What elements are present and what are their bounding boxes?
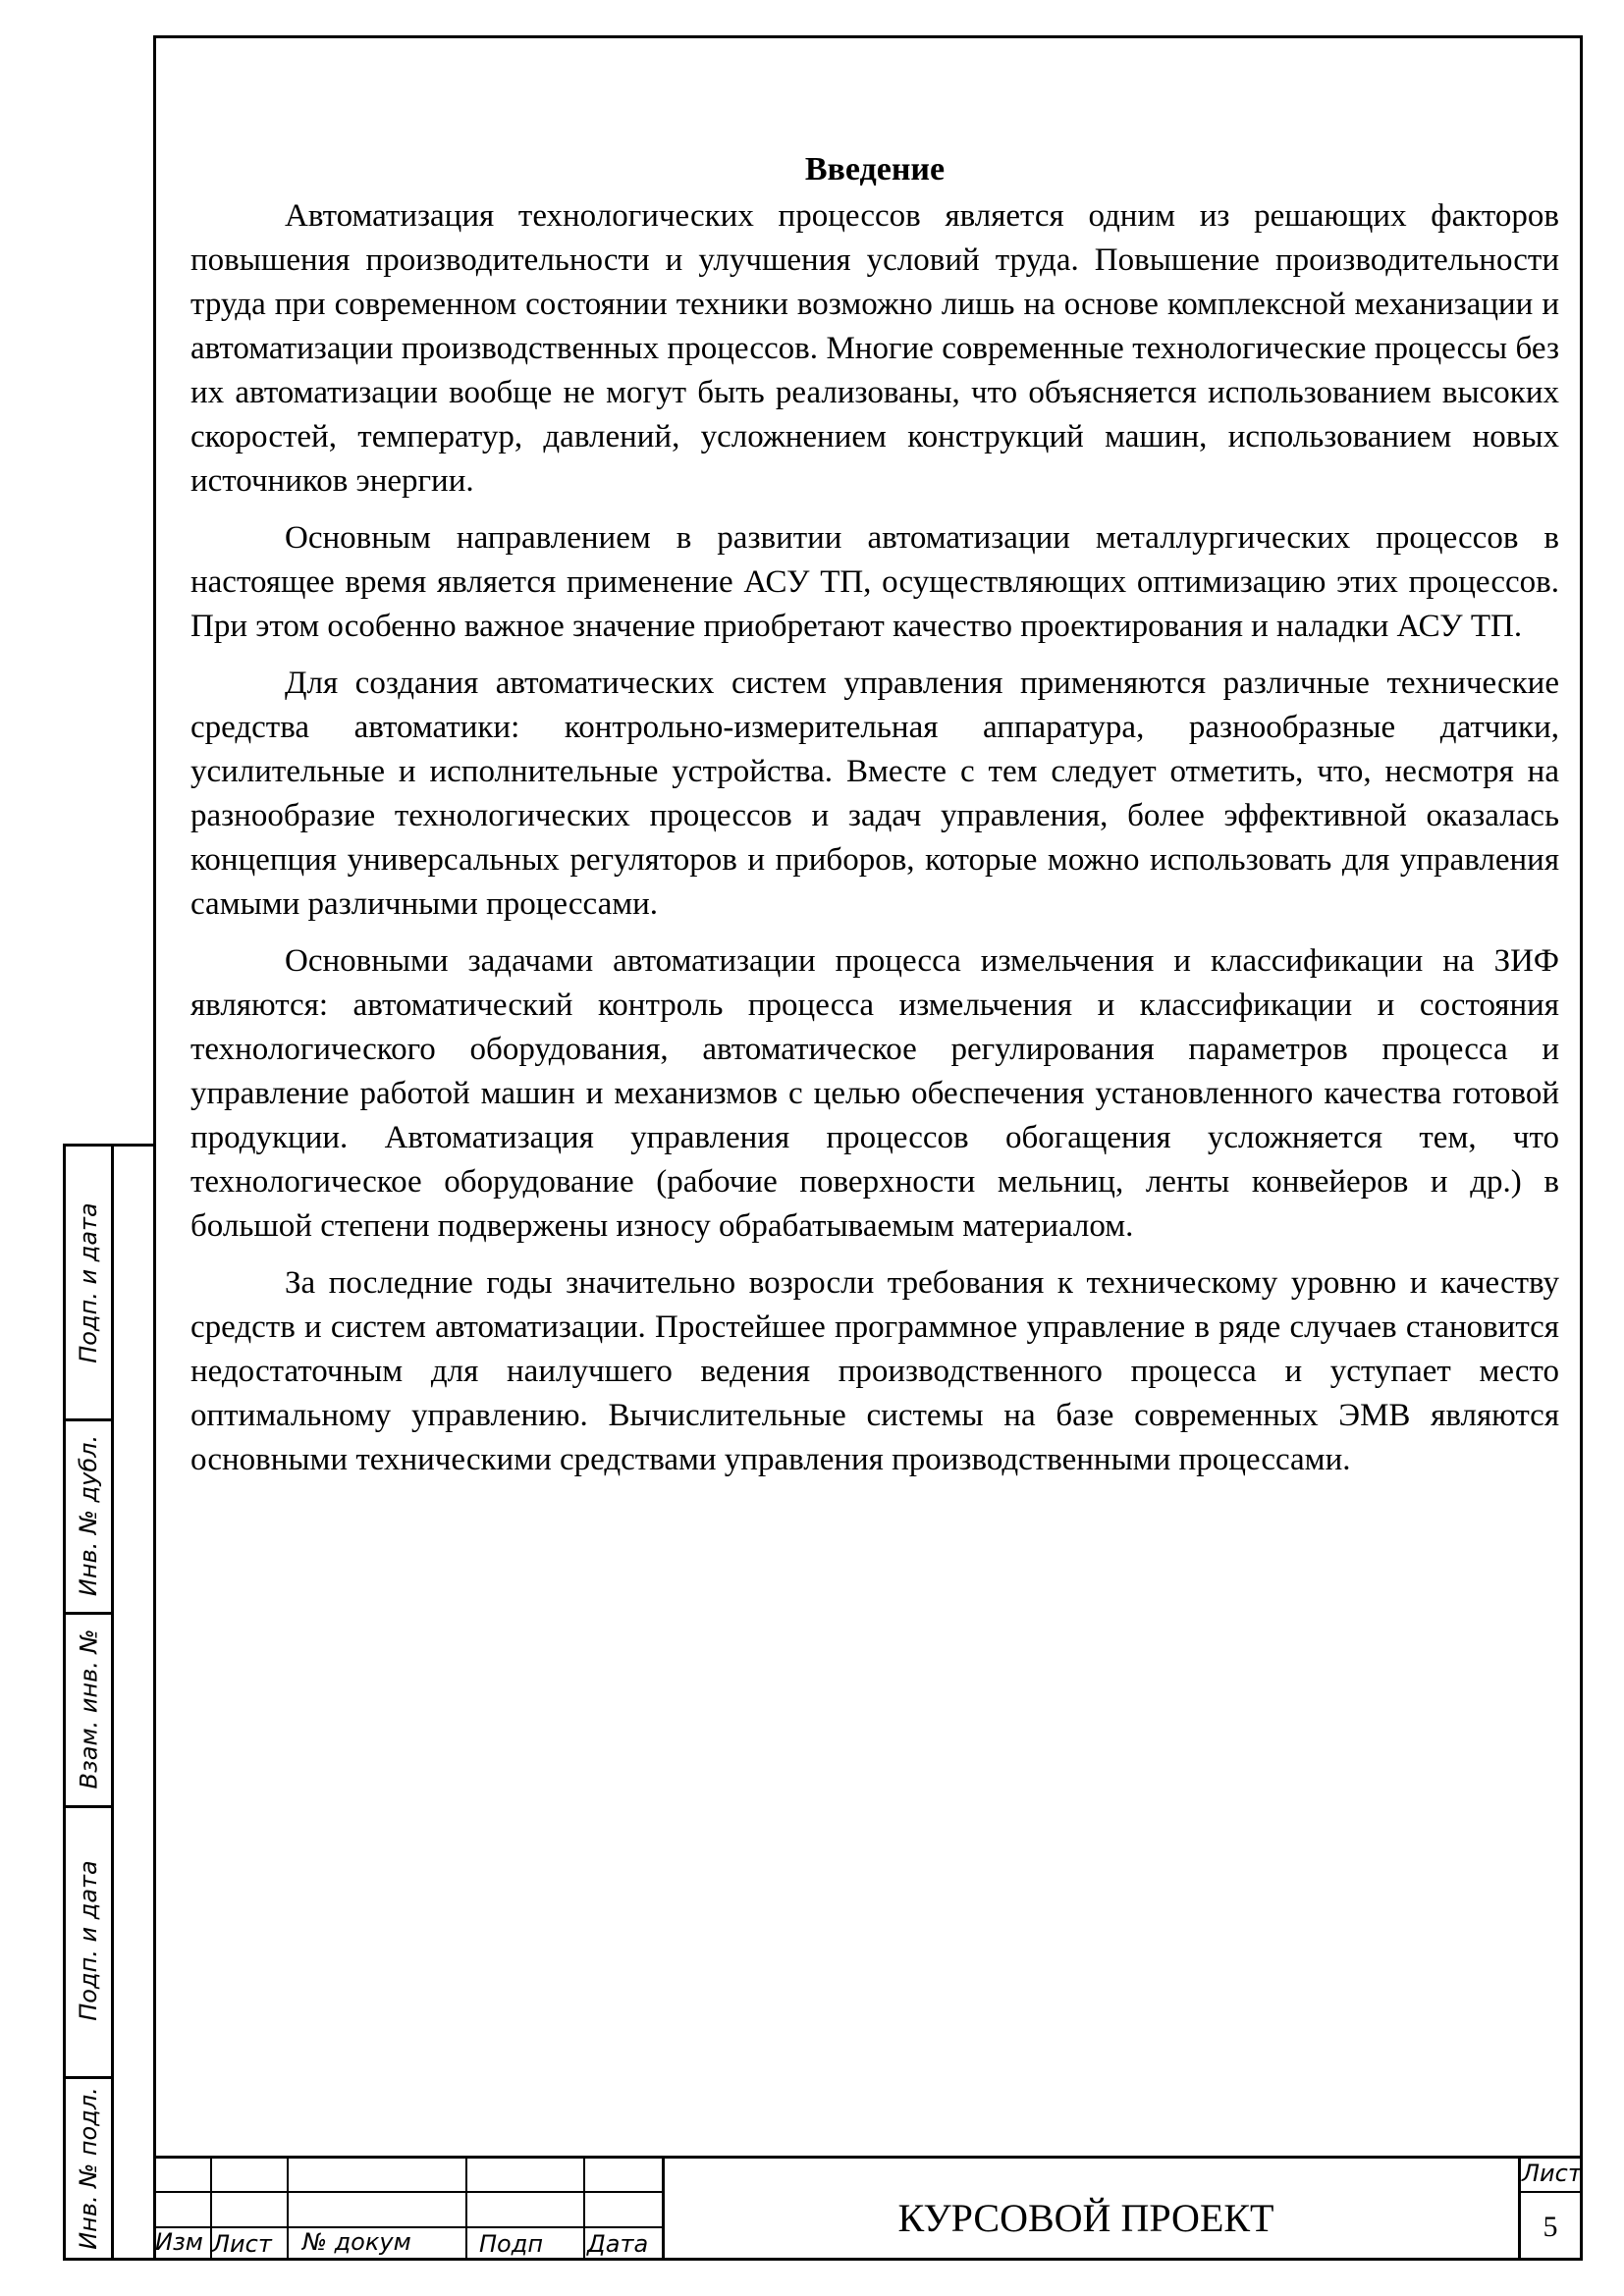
document-body (190, 147, 1559, 1495)
paragraph-5: За последние годы значительно возросли требования к техническому уровню и качеству средств и систем автоматизации. Простейшее программное управление в ряде случаев становится недостаточным для наилучшего ведения производственного процесса и уступает место оптимальному управлению. Вычислительные системы на базе современных ЭМВ являются основными техническими средствами управления производственными процессами. (190, 1265, 1559, 1477)
paragraph-2: Основным направлением в развитии автоматизации металлургических процессов в настоящее время является применение АСУ ТП, осуществляющих оптимизацию этих процессов. При этом особенно важное значение приобретают качество проектирования и наладки АСУ ТП. (190, 520, 1559, 644)
title-block (153, 2156, 1583, 2261)
title-block-col-line (583, 2156, 585, 2261)
side-stamp (63, 1144, 156, 2261)
project-title: КУРСОВОЙ ПРОЕКТ (897, 2196, 1274, 2240)
title-block-col-line (287, 2156, 289, 2261)
title-block-row-line (153, 2191, 662, 2193)
side-label-dup-inv: Инв. № дубл. (75, 1434, 103, 1596)
side-label-replace-inv: Взам. инв. № (75, 1629, 103, 1789)
title-block-top-line (153, 2156, 1583, 2159)
side-label-sign-date-2: Подп. и дата (75, 1860, 102, 2021)
title-block-col-line (465, 2156, 467, 2261)
sheet-label: Лист (1522, 2160, 1582, 2187)
paragraph-3: Для создания автоматических систем управления применяются различные технические средства автоматики: контрольно-измерительная аппаратура, разнообразные датчики, усилительные и исполнительные устройства. Вместе с тем следует отметить, что, несмотря на разнообразие технологических процессов и задач управления, более эффективной оказалась концепция универсальных регуляторов и приборов, которые можно использовать для управления самыми различными процессами. (190, 666, 1559, 922)
col-label-doc-number: № докум (302, 2228, 411, 2256)
paragraph-1: Автоматизация технологических процессов является одним из решающих факторов повышения производительности и улучшения условий труда. Повышение производительности труда при современном состоянии техники возможно лишь на основе комплексной механизации и автоматизации производственных процессов. Многие современные технологические процессы без их автоматизации вообще не могут быть реализованы, что объясняется использованием высоких скоростей, температур, давлений, усложнением конструкций машин, использованием новых источников энергии. (190, 198, 1559, 499)
paragraph-4: Основными задачами автоматизации процесса измельчения и классификации на ЗИФ являются: автоматический контроль процесса измельчения и классификации и состояния технологического оборудования, автоматическое регулирования параметров процесса и управление работой машин и механизмов с целью обеспечения установленного качества готовой продукции. Автоматизация управления процессов обогащения усложняется тем, что технологическое оборудование (рабочие поверхности мельниц, ленты конвейеров и др.) в большой степени подвержены износу обрабатываемым материалом. (190, 943, 1559, 1244)
col-label-sheet: Лист (212, 2230, 272, 2258)
col-label-date: Дата (587, 2230, 649, 2258)
side-label-orig-inv: Инв. № подл. (75, 2087, 103, 2250)
side-stamp-divider (111, 1147, 114, 2258)
title-block-col-line (1518, 2156, 1521, 2261)
section-heading: Введение (804, 151, 946, 187)
sheet-number: 5 (1543, 2211, 1558, 2243)
side-label-sign-date: Подп. и дата (75, 1201, 102, 1363)
title-block-sheet-line (1518, 2191, 1583, 2193)
col-label-change: Изм (155, 2228, 203, 2256)
col-label-signature: Подп (479, 2230, 544, 2258)
